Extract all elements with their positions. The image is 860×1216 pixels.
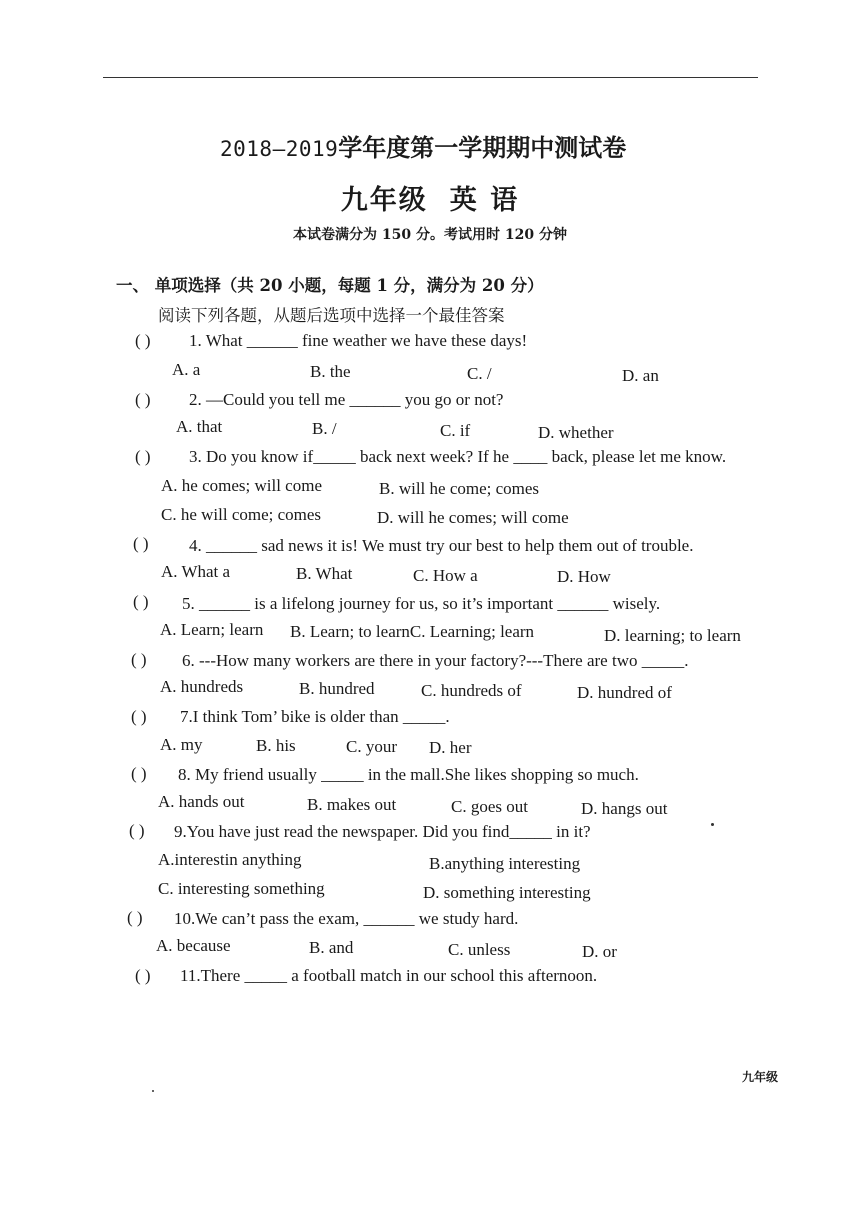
q5-option-a: A. Learn; learn: [160, 620, 264, 639]
q1-option-c: C. /: [467, 364, 492, 383]
q10-option-a: A. because: [156, 936, 231, 955]
section-heading: 一、 单项选择（共 20 小题，每题 1 分，满分为 20 分）: [116, 276, 544, 295]
q2-option-d: D. whether: [538, 423, 614, 442]
answer-blank-11[interactable]: ( ): [135, 966, 151, 985]
q10-option-b: B. and: [309, 938, 354, 957]
answer-blank-10[interactable]: ( ): [127, 908, 143, 927]
q6-option-c: C. hundreds of: [421, 681, 522, 700]
q4-option-b: B. What: [296, 564, 353, 583]
question-10-stem: 10.We can’t pass the exam, ______ we study hard.: [174, 909, 519, 928]
q7-option-c: C. your: [346, 737, 397, 756]
top-rule: [103, 77, 758, 78]
question-4-stem: 4. ______ sad news it is! We must try our best to help them out of trouble.: [189, 536, 694, 555]
question-11-stem: 11.There _____ a football match in our school this afternoon.: [180, 966, 598, 985]
title-text: 学年度第一学期期中测试卷: [338, 133, 627, 162]
q9-option-a: A.interestin anything: [158, 850, 302, 869]
scan-speck: [711, 823, 714, 826]
q4-option-c: C. How a: [413, 566, 478, 585]
q7-option-a: A. my: [160, 735, 203, 754]
grade-label: 九年级: [340, 185, 428, 216]
answer-blank-4[interactable]: ( ): [133, 534, 149, 553]
question-1-stem: 1. What ______ fine weather we have these days!: [189, 331, 528, 350]
q1-option-a: A. a: [172, 360, 201, 379]
subtitle: [0, 178, 860, 217]
question-5-stem: 5. ______ is a lifelong journey for us, so it’s important ______ wisely.: [182, 594, 661, 613]
q3-option-b: B. will he come; comes: [379, 479, 540, 498]
q5-option-b: B. Learn; to learnC. Learning; learn: [290, 622, 535, 641]
answer-blank-1[interactable]: ( ): [135, 331, 151, 350]
exam-title: [220, 128, 626, 163]
question-2-stem: 2. —Could you tell me ______ you go or not?: [189, 390, 504, 409]
question-6-stem: 6. ---How many workers are there in your factory?---There are two _____.: [182, 651, 689, 670]
q1-option-b: B. the: [310, 362, 351, 381]
footer-grade: 九年级: [742, 1070, 779, 1084]
answer-blank-5[interactable]: ( ): [133, 592, 149, 611]
q8-option-c: C. goes out: [451, 797, 528, 816]
q9-option-d: D. something interesting: [423, 883, 591, 902]
q7-option-b: B. his: [256, 736, 296, 755]
q6-option-b: B. hundred: [299, 679, 375, 698]
q4-option-d: D. How: [557, 567, 611, 586]
q8-option-b: B. makes out: [307, 795, 397, 814]
q2-option-a: A. that: [176, 417, 223, 436]
school-year: 2018—2019: [220, 137, 339, 161]
q4-option-a: A. What a: [161, 562, 231, 581]
q3-option-c: C. he will come; comes: [161, 505, 322, 524]
scan-speck: [152, 1090, 154, 1092]
q9-option-c: C. interesting something: [158, 879, 325, 898]
subject-label: 英 语: [449, 185, 520, 216]
answer-blank-3[interactable]: ( ): [135, 447, 151, 466]
q10-option-d: D. or: [582, 942, 617, 961]
q3-option-a: A. he comes; will come: [161, 476, 322, 495]
q6-option-d: D. hundred of: [577, 683, 672, 702]
q3-option-d: D. will he comes; will come: [377, 508, 569, 527]
q2-option-b: B. /: [312, 419, 337, 438]
answer-blank-9[interactable]: ( ): [129, 821, 145, 840]
section-instruction: 阅读下列各题，从题后选项中选择一个最佳答案: [158, 306, 505, 325]
q8-option-a: A. hands out: [158, 792, 245, 811]
q9-option-b: B.anything interesting: [429, 854, 581, 873]
exam-note: 本试卷满分为 150 分。考试用时 120 分钟: [293, 227, 567, 243]
question-7-stem: 7.I think Tom’ bike is older than _____.: [180, 707, 450, 726]
q8-option-d: D. hangs out: [581, 799, 668, 818]
q5-option-d: D. learning; to learn: [604, 626, 741, 645]
q7-option-d: D. her: [429, 738, 472, 757]
q1-option-d: D. an: [622, 366, 659, 385]
question-3-stem: 3. Do you know if_____ back next week? If he ____ back, please let me know.: [189, 447, 727, 466]
question-8-stem: 8. My friend usually _____ in the mall.She likes shopping so much.: [178, 765, 639, 784]
q6-option-a: A. hundreds: [160, 677, 244, 696]
answer-blank-8[interactable]: ( ): [131, 764, 147, 783]
q10-option-c: C. unless: [448, 940, 511, 959]
answer-blank-6[interactable]: ( ): [131, 650, 147, 669]
answer-blank-7[interactable]: ( ): [131, 707, 147, 726]
q2-option-c: C. if: [440, 421, 471, 440]
answer-blank-2[interactable]: ( ): [135, 390, 151, 409]
question-9-stem: 9.You have just read the newspaper. Did you find_____ in it?: [174, 822, 591, 841]
